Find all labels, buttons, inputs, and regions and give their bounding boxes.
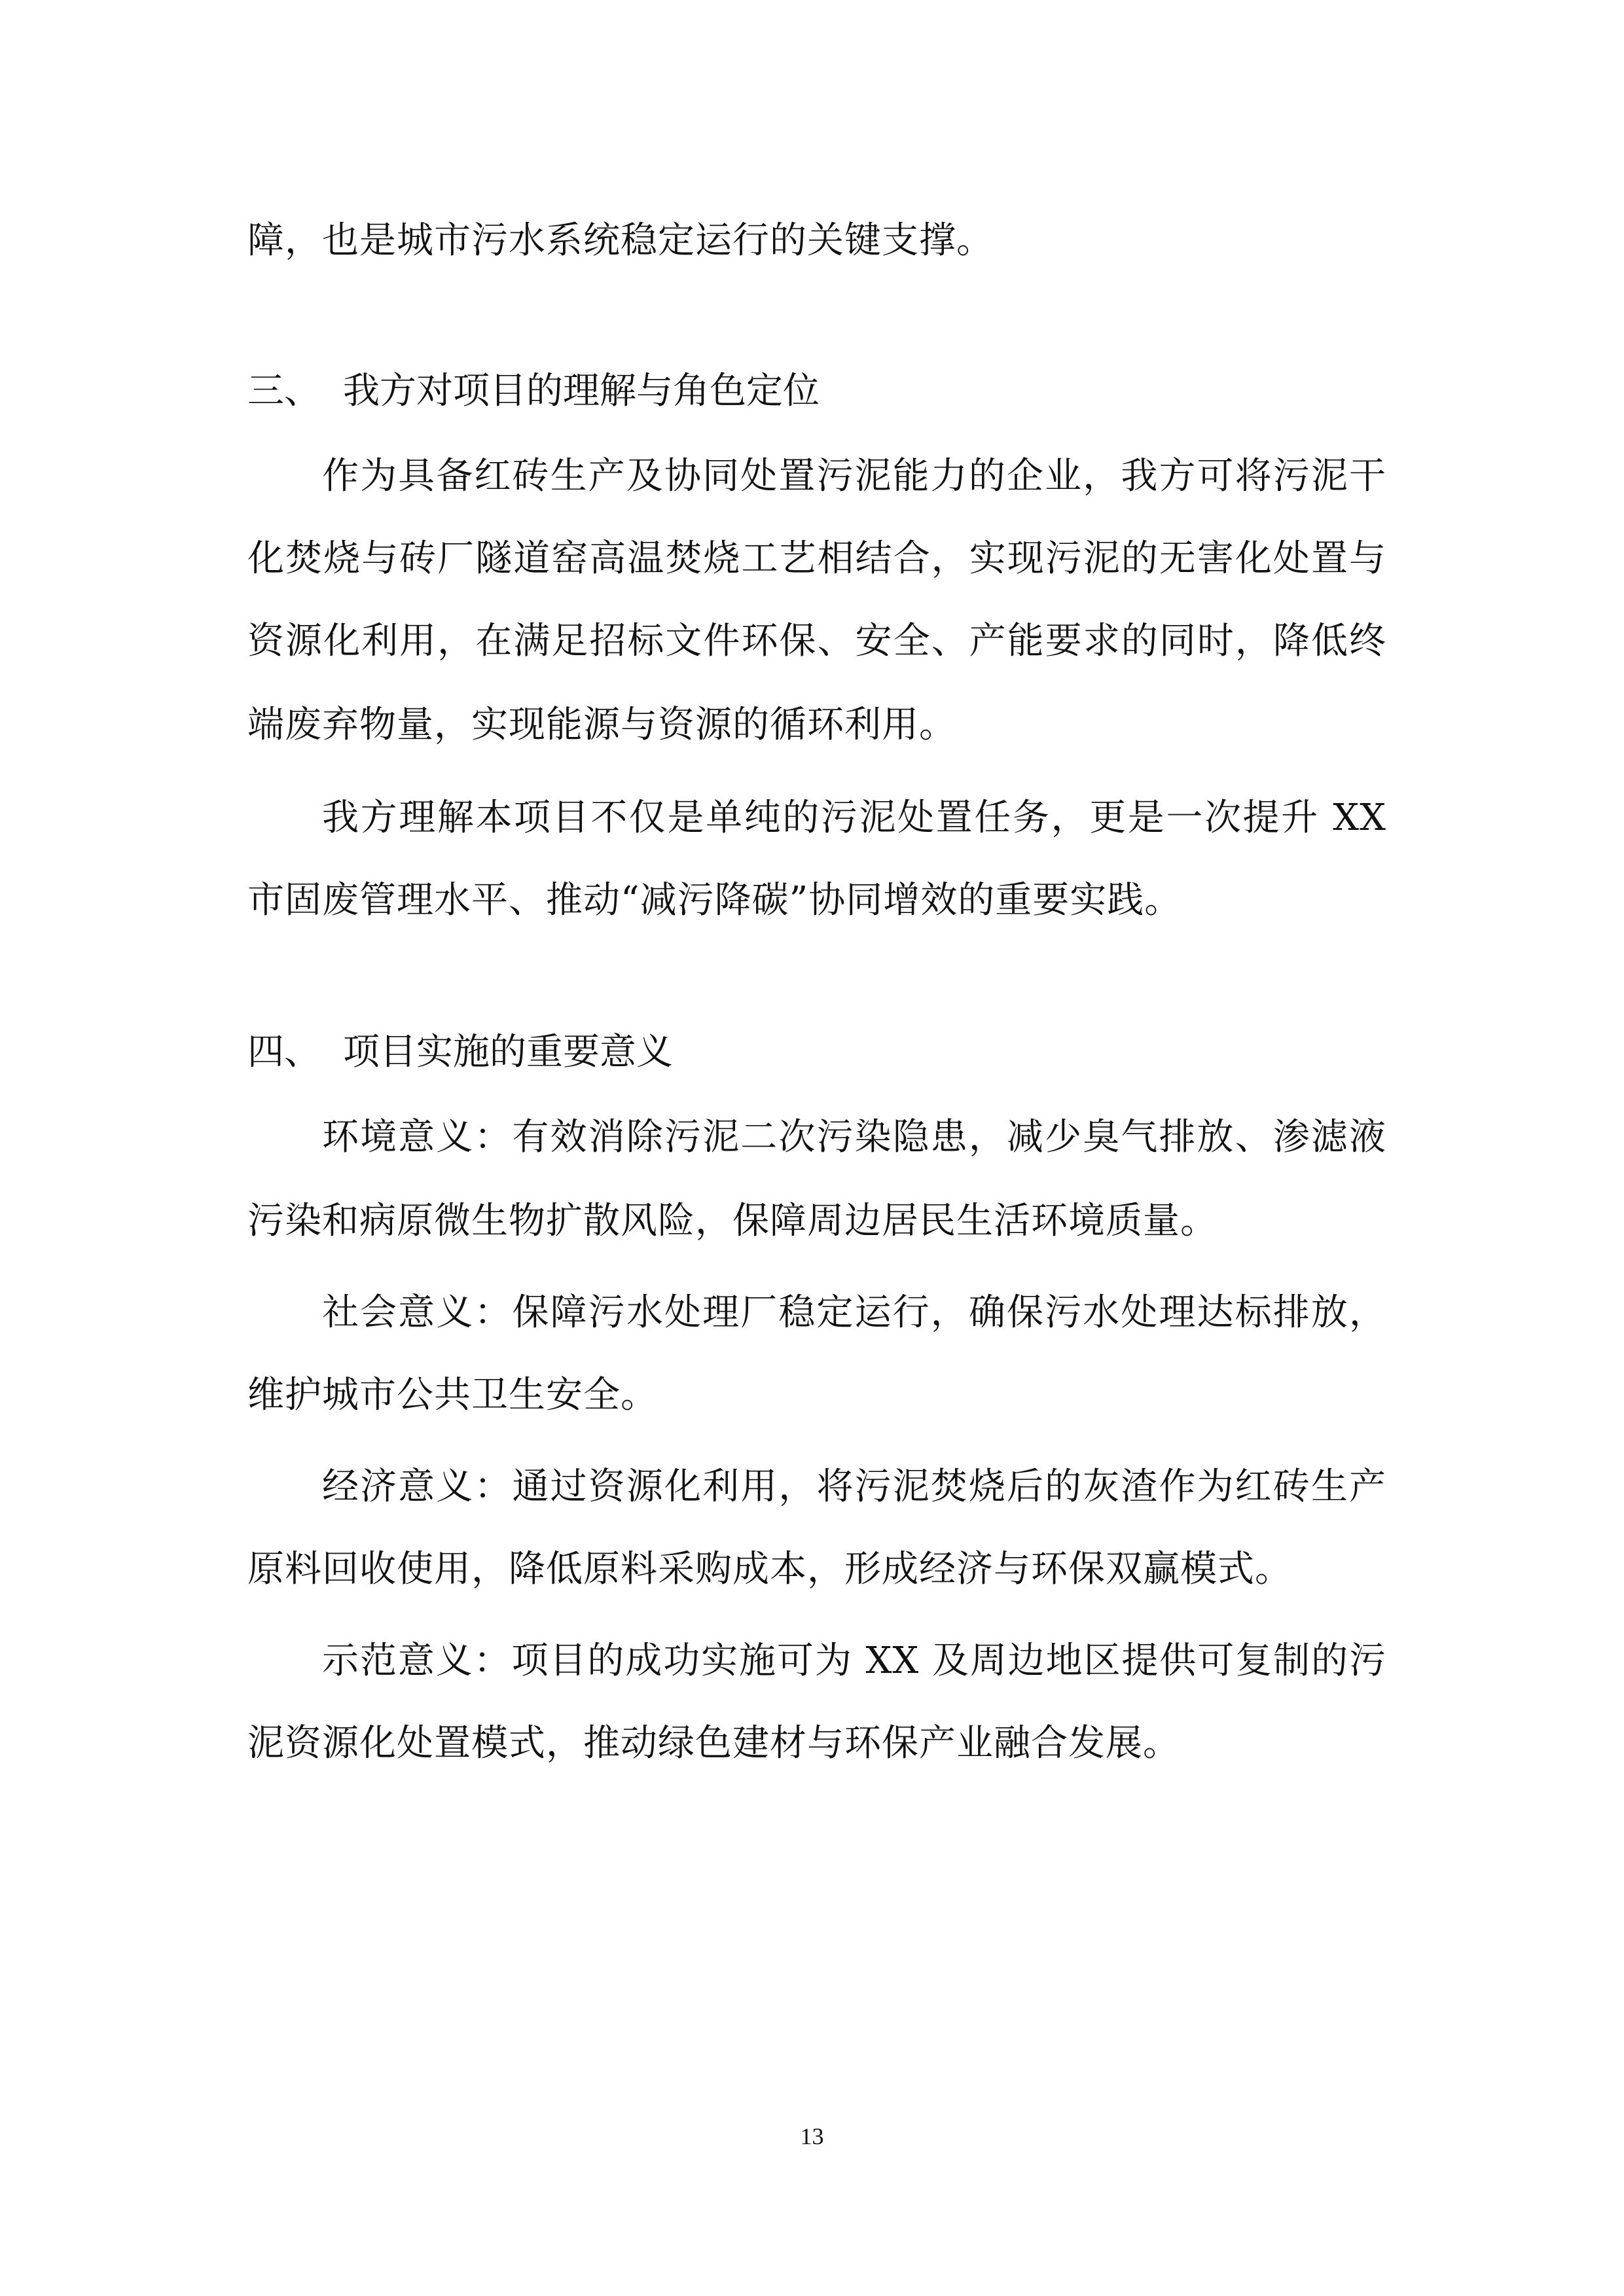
section-number: 四、 xyxy=(247,1031,321,1073)
paragraph-line: 环境意义：有效消除污泥二次污染隐患，减少臭气排放、渗滤液 xyxy=(322,1116,1386,1158)
paragraph-line: 社会意义：保障污水处理厂稳定运行，确保污水处理达标排放， xyxy=(322,1291,1386,1334)
section-title: 我方对项目的理解与角色定位 xyxy=(343,370,820,412)
paragraph-line: 化焚烧与砖厂隧道窑高温焚烧工艺相结合，实现污泥的无害化处置与 xyxy=(247,537,1386,580)
paragraph-line: 经济意义：通过资源化利用，将污泥焚烧后的灰渣作为红砖生产 xyxy=(322,1465,1386,1508)
paragraph-line: 示范意义：项目的成功实施可为 XX 及周边地区提供可复制的污 xyxy=(322,1640,1386,1682)
paragraph-line: 作为具备红砖生产及协同处置污泥能力的企业，我方可将污泥干 xyxy=(322,455,1386,497)
section-heading-3 xyxy=(247,368,820,415)
page-number: 13 xyxy=(800,2123,824,2149)
section-number: 三、 xyxy=(247,370,321,412)
section-title: 项目实施的重要意义 xyxy=(343,1031,673,1073)
paragraph-line: 我方理解本项目不仅是单纯的污泥处置任务，更是一次提升 XX xyxy=(322,797,1386,839)
paragraph-line: 端废弃物量，实现能源与资源的循环利用。 xyxy=(247,704,956,746)
paragraph-continuation-line: 障，也是城市污水系统稳定运行的关键支撑。 xyxy=(247,219,994,262)
paragraph-line: 资源化利用，在满足招标文件环保、安全、产能要求的同时，降低终 xyxy=(247,620,1386,662)
paragraph-line: 市固废管理水平、推动“减污降碳”协同增效的重要实践。 xyxy=(247,879,1182,922)
paragraph-line: 维护城市公共卫生安全。 xyxy=(247,1374,658,1416)
section-heading-4 xyxy=(247,1029,673,1076)
paragraph-line: 原料回收使用，降低原料采购成本，形成经济与环保双赢模式。 xyxy=(247,1548,1292,1590)
paragraph-line: 污染和病原微生物扩散风险，保障周边居民生活环境质量。 xyxy=(247,1200,1218,1242)
paragraph-line: 泥资源化处置模式，推动绿色建材与环保产业融合发展。 xyxy=(247,1722,1180,1765)
